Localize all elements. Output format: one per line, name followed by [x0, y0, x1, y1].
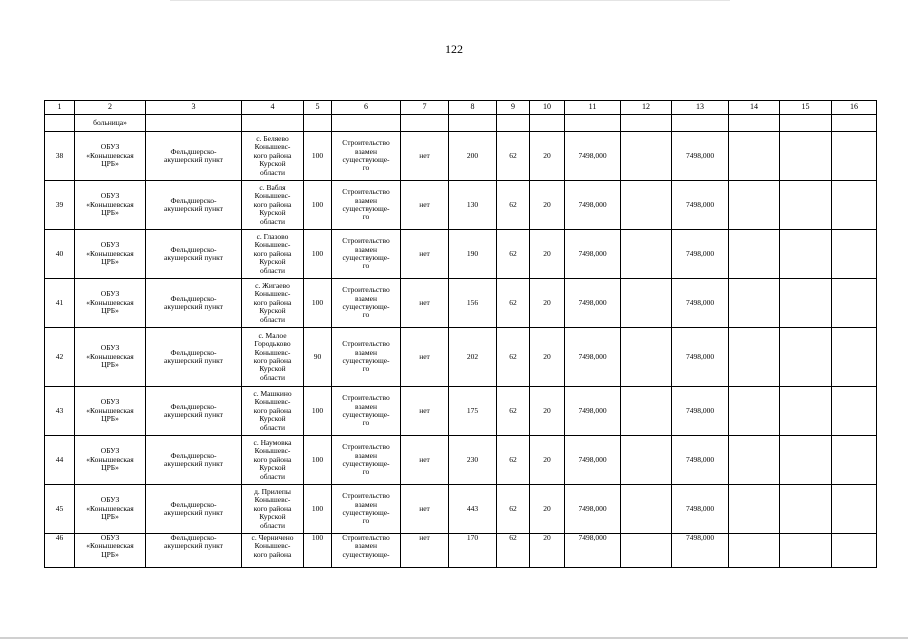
- cell-col8: 230: [449, 436, 497, 485]
- cell-capacity: 100: [304, 534, 332, 568]
- cell-location: с. Глазово Конышевс- кого района Курской области: [242, 230, 304, 279]
- cell-col15: [780, 279, 832, 328]
- cell-flag: нет: [401, 387, 449, 436]
- cell-col8: 175: [449, 387, 497, 436]
- cell-col8: 170: [449, 534, 497, 568]
- cell-capacity: 100: [304, 279, 332, 328]
- cell-row-number: 46: [45, 534, 75, 568]
- cell-capacity: 100: [304, 485, 332, 534]
- cell-col14: [729, 132, 780, 181]
- top-divider: [170, 0, 730, 1]
- cell-empty: [621, 115, 672, 132]
- facilities-table: [44, 100, 877, 568]
- cell-col15: [780, 387, 832, 436]
- cell-empty: [832, 115, 877, 132]
- cell-capacity: 100: [304, 132, 332, 181]
- cell-location: с. Машкино Конышевс- кого района Курской области: [242, 387, 304, 436]
- cell-col14: [729, 387, 780, 436]
- cell-col13: 7498,000: [672, 485, 729, 534]
- cell-col8: 202: [449, 328, 497, 387]
- cell-facility-type: Фельдшерско- акушерский пункт: [146, 436, 242, 485]
- col-header-10: 10: [530, 101, 565, 115]
- cell-col9: 62: [497, 279, 530, 328]
- cell-col11: 7498,000: [565, 181, 621, 230]
- cell-empty: [146, 115, 242, 132]
- cell-col10: 20: [530, 387, 565, 436]
- cell-col14: [729, 534, 780, 568]
- cell-empty: [780, 115, 832, 132]
- col-header-11: 11: [565, 101, 621, 115]
- cell-col10: 20: [530, 181, 565, 230]
- cell-organization: ОБУЗ «Конышевская ЦРБ»: [75, 132, 146, 181]
- col-header-1: 1: [45, 101, 75, 115]
- cell-location: с. Жигаево Конышевс- кого района Курской области: [242, 279, 304, 328]
- cell-col12: [621, 436, 672, 485]
- cell-col15: [780, 230, 832, 279]
- cell-flag: нет: [401, 230, 449, 279]
- cell-location: с. Наумовка Конышевс- кого района Курской области: [242, 436, 304, 485]
- cell-col9: 62: [497, 485, 530, 534]
- cell-location: с. Вабля Конышевс- кого района Курской области: [242, 181, 304, 230]
- cell-col15: [780, 132, 832, 181]
- col-header-16: 16: [832, 101, 877, 115]
- cell-col10: 20: [530, 230, 565, 279]
- cell-row-number: 39: [45, 181, 75, 230]
- cell-col10: 20: [530, 436, 565, 485]
- cell-col8: 443: [449, 485, 497, 534]
- table-row: [45, 132, 877, 181]
- table-row: [45, 485, 877, 534]
- cell-col12: [621, 279, 672, 328]
- cell-organization: ОБУЗ «Конышевская ЦРБ»: [75, 387, 146, 436]
- cell-work-type: Строительство взамен существующе- го: [332, 328, 401, 387]
- cell-work-type: Строительство взамен существующе- го: [332, 387, 401, 436]
- cell-col14: [729, 485, 780, 534]
- cell-empty: [565, 115, 621, 132]
- table-row: [45, 230, 877, 279]
- cell-location: с. Малое Городьково Конышевс- кого района Курской области: [242, 328, 304, 387]
- cell-flag: нет: [401, 279, 449, 328]
- cell-col11: 7498,000: [565, 387, 621, 436]
- cell-col12: [621, 387, 672, 436]
- cell-col13: 7498,000: [672, 181, 729, 230]
- cell-work-type: Строительство взамен существующе-: [332, 534, 401, 568]
- column-number-row: [45, 101, 877, 115]
- cell-row-number: 43: [45, 387, 75, 436]
- col-header-2: 2: [75, 101, 146, 115]
- cell-col13: 7498,000: [672, 230, 729, 279]
- col-header-12: 12: [621, 101, 672, 115]
- cell-facility-type: Фельдшерско- акушерский пункт: [146, 485, 242, 534]
- col-header-9: 9: [497, 101, 530, 115]
- page-number: 122: [445, 42, 463, 56]
- cell-col10: 20: [530, 485, 565, 534]
- cell-organization: ОБУЗ «Конышевская ЦРБ»: [75, 181, 146, 230]
- cell-organization: ОБУЗ «Конышевская ЦРБ»: [75, 436, 146, 485]
- cell-facility-type: Фельдшерско- акушерский пункт: [146, 387, 242, 436]
- cell-col16: [832, 485, 877, 534]
- cell-col9: 62: [497, 436, 530, 485]
- cell-facility-type: Фельдшерско- акушерский пункт: [146, 181, 242, 230]
- cell-capacity: 100: [304, 230, 332, 279]
- cell-col9: 62: [497, 534, 530, 568]
- cell-empty: [672, 115, 729, 132]
- cell-empty: [242, 115, 304, 132]
- col-header-4: 4: [242, 101, 304, 115]
- cell-capacity: 90: [304, 328, 332, 387]
- cell-location: д. Прилепы Конышевс- кого района Курской области: [242, 485, 304, 534]
- cell-facility-type: Фельдшерско- акушерский пункт: [146, 230, 242, 279]
- cell-col15: [780, 181, 832, 230]
- table-row: [45, 328, 877, 387]
- cell-col8: 200: [449, 132, 497, 181]
- cell-col14: [729, 181, 780, 230]
- cell-col9: 62: [497, 132, 530, 181]
- table-row: [45, 436, 877, 485]
- cell-col13: 7498,000: [672, 279, 729, 328]
- cell-col11: 7498,000: [565, 485, 621, 534]
- cell-work-type: Строительство взамен существующе- го: [332, 436, 401, 485]
- cell-col16: [832, 181, 877, 230]
- cell-flag: нет: [401, 181, 449, 230]
- cell-col11: 7498,000: [565, 328, 621, 387]
- cell-col10: 20: [530, 279, 565, 328]
- cell-empty: [729, 115, 780, 132]
- cell-col14: [729, 328, 780, 387]
- cell-row-number: 41: [45, 279, 75, 328]
- table-row: [45, 387, 877, 436]
- cell-col15: [780, 328, 832, 387]
- cell-work-type: Строительство взамен существующе- го: [332, 485, 401, 534]
- cell-col16: [832, 534, 877, 568]
- cell-work-type: Строительство взамен существующе- го: [332, 181, 401, 230]
- cell-location: с. Черничено Конышевс- кого района: [242, 534, 304, 568]
- cell-facility-type: Фельдшерско- акушерский пункт: [146, 279, 242, 328]
- cell-col16: [832, 387, 877, 436]
- cell-col16: [832, 230, 877, 279]
- cell-organization: ОБУЗ «Конышевская ЦРБ»: [75, 328, 146, 387]
- cell-col12: [621, 132, 672, 181]
- continuation-row: [45, 115, 877, 132]
- cell-flag: нет: [401, 436, 449, 485]
- col-header-3: 3: [146, 101, 242, 115]
- cell-organization: ОБУЗ «Конышевская ЦРБ»: [75, 230, 146, 279]
- cell-capacity: 100: [304, 436, 332, 485]
- cell-empty: [45, 115, 75, 132]
- col-header-14: 14: [729, 101, 780, 115]
- cell-row-number: 40: [45, 230, 75, 279]
- col-header-13: 13: [672, 101, 729, 115]
- cell-col11: 7498,000: [565, 132, 621, 181]
- cell-col16: [832, 279, 877, 328]
- cell-col13: 7498,000: [672, 387, 729, 436]
- cell-col11: 7498,000: [565, 534, 621, 568]
- table-row: [45, 279, 877, 328]
- cell-organization: ОБУЗ «Конышевская ЦРБ»: [75, 485, 146, 534]
- cell-row-number: 38: [45, 132, 75, 181]
- col-header-15: 15: [780, 101, 832, 115]
- cell-organization: ОБУЗ «Конышевская ЦРБ»: [75, 279, 146, 328]
- cell-col12: [621, 181, 672, 230]
- col-header-7: 7: [401, 101, 449, 115]
- cell-col12: [621, 328, 672, 387]
- cell-flag: нет: [401, 485, 449, 534]
- cell-col16: [832, 132, 877, 181]
- col-header-5: 5: [304, 101, 332, 115]
- cell-empty: [497, 115, 530, 132]
- cell-continued-org: больница»: [75, 115, 146, 132]
- cell-col9: 62: [497, 328, 530, 387]
- cell-col14: [729, 279, 780, 328]
- cell-col9: 62: [497, 230, 530, 279]
- cell-facility-type: Фельдшерско- акушерский пункт: [146, 132, 242, 181]
- cell-row-number: 42: [45, 328, 75, 387]
- cell-row-number: 44: [45, 436, 75, 485]
- cell-capacity: 100: [304, 387, 332, 436]
- cell-empty: [530, 115, 565, 132]
- cell-work-type: Строительство взамен существующе- го: [332, 279, 401, 328]
- cell-row-number: 45: [45, 485, 75, 534]
- col-header-8: 8: [449, 101, 497, 115]
- cell-col11: 7498,000: [565, 436, 621, 485]
- cell-facility-type: Фельдшерско- акушерский пункт: [146, 534, 242, 568]
- table-row: [45, 534, 877, 568]
- cell-empty: [401, 115, 449, 132]
- cell-empty: [449, 115, 497, 132]
- cell-col14: [729, 436, 780, 485]
- cell-col9: 62: [497, 387, 530, 436]
- cell-empty: [304, 115, 332, 132]
- cell-col13: 7498,000: [672, 436, 729, 485]
- cell-col13: 7498,000: [672, 328, 729, 387]
- cell-col9: 62: [497, 181, 530, 230]
- bottom-divider: [0, 637, 908, 639]
- cell-col10: 20: [530, 328, 565, 387]
- cell-col13: 7498,000: [672, 534, 729, 568]
- cell-organization: ОБУЗ «Конышевская ЦРБ»: [75, 534, 146, 568]
- cell-work-type: Строительство взамен существующе- го: [332, 132, 401, 181]
- cell-flag: нет: [401, 328, 449, 387]
- cell-col15: [780, 485, 832, 534]
- cell-col8: 156: [449, 279, 497, 328]
- cell-col11: 7498,000: [565, 230, 621, 279]
- cell-col13: 7498,000: [672, 132, 729, 181]
- cell-col10: 20: [530, 132, 565, 181]
- cell-col16: [832, 328, 877, 387]
- cell-col15: [780, 534, 832, 568]
- cell-capacity: 100: [304, 181, 332, 230]
- cell-empty: [332, 115, 401, 132]
- col-header-6: 6: [332, 101, 401, 115]
- cell-col16: [832, 436, 877, 485]
- cell-col12: [621, 485, 672, 534]
- cell-col14: [729, 230, 780, 279]
- cell-location: с. Беляево Конышевс- кого района Курской области: [242, 132, 304, 181]
- cell-col10: 20: [530, 534, 565, 568]
- table-row: [45, 181, 877, 230]
- cell-col8: 130: [449, 181, 497, 230]
- cell-col12: [621, 230, 672, 279]
- cell-col11: 7498,000: [565, 279, 621, 328]
- cell-facility-type: Фельдшерско- акушерский пункт: [146, 328, 242, 387]
- cell-col15: [780, 436, 832, 485]
- cell-flag: нет: [401, 534, 449, 568]
- cell-col12: [621, 534, 672, 568]
- cell-work-type: Строительство взамен существующе- го: [332, 230, 401, 279]
- cell-flag: нет: [401, 132, 449, 181]
- cell-col8: 190: [449, 230, 497, 279]
